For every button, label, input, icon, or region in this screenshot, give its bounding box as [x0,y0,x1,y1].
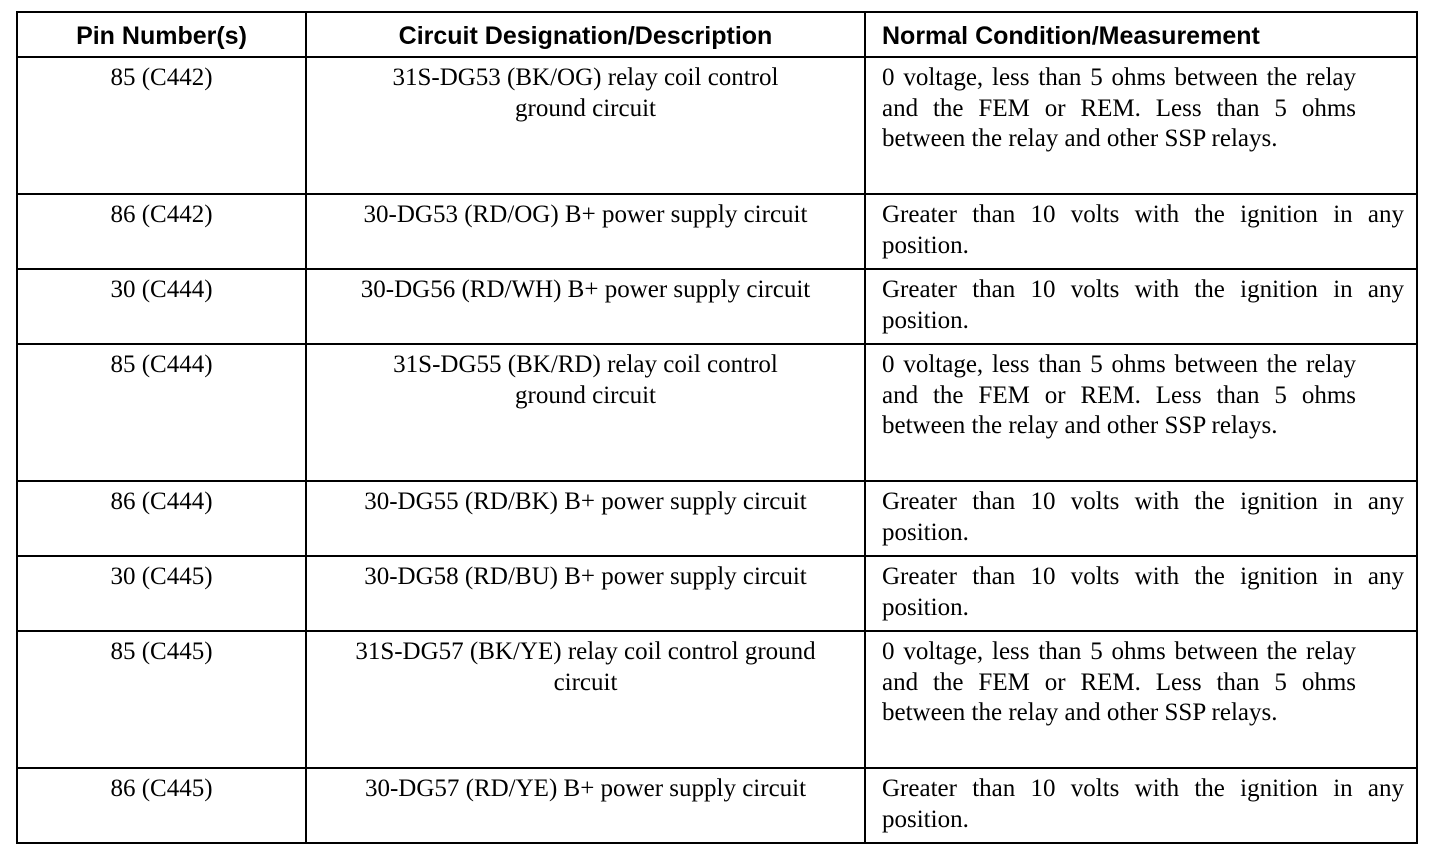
table-row [17,269,1417,344]
header-pin-numbers: Pin Number(s) [17,12,306,57]
circuit-cell: 30-DG53 (RD/OG) B+ power supply circuit [306,194,865,269]
table-row [17,481,1417,556]
pin-cell: 30 (C444) [17,269,306,344]
pin-cell: 30 (C445) [17,556,306,631]
circuit-cell: 31S-DG53 (BK/OG) relay coil control ground circuit [306,57,865,194]
circuit-cell: 30-DG55 (RD/BK) B+ power supply circuit [306,481,865,556]
condition-cell: 0 voltage, less than 5 ohms between the relay and the FEM or REM. Less than 5 ohms between the relay and other SSP relays. [865,57,1417,194]
table-row [17,194,1417,269]
pin-cell: 86 (C445) [17,768,306,843]
condition-cell: 0 voltage, less than 5 ohms between the relay and the FEM or REM. Less than 5 ohms between the relay and other SSP relays. [865,631,1417,768]
pinout-table [16,11,1418,844]
header-circuit-description: Circuit Designation/Description [306,12,865,57]
condition-cell: 0 voltage, less than 5 ohms between the relay and the FEM or REM. Less than 5 ohms between the relay and other SSP relays. [865,344,1417,481]
header-normal-condition: Normal Condition/Measurement [865,12,1417,57]
pin-cell: 85 (C442) [17,57,306,194]
condition-cell: Greater than 10 volts with the ignition in any position. [865,194,1417,269]
pin-cell: 86 (C444) [17,481,306,556]
condition-cell: Greater than 10 volts with the ignition in any position. [865,269,1417,344]
circuit-cell: 30-DG57 (RD/YE) B+ power supply circuit [306,768,865,843]
condition-cell: Greater than 10 volts with the ignition in any position. [865,556,1417,631]
table-row [17,57,1417,194]
pin-cell: 85 (C445) [17,631,306,768]
pin-cell: 85 (C444) [17,344,306,481]
pin-cell: 86 (C442) [17,194,306,269]
circuit-cell: 30-DG58 (RD/BU) B+ power supply circuit [306,556,865,631]
table-row [17,631,1417,768]
condition-cell: Greater than 10 volts with the ignition in any position. [865,481,1417,556]
condition-cell: Greater than 10 volts with the ignition in any position. [865,768,1417,843]
table-row [17,556,1417,631]
circuit-cell: 31S-DG57 (BK/YE) relay coil control ground circuit [306,631,865,768]
table-row [17,768,1417,843]
circuit-cell: 30-DG56 (RD/WH) B+ power supply circuit [306,269,865,344]
circuit-cell: 31S-DG55 (BK/RD) relay coil control ground circuit [306,344,865,481]
table-row [17,344,1417,481]
header-row [17,12,1417,57]
